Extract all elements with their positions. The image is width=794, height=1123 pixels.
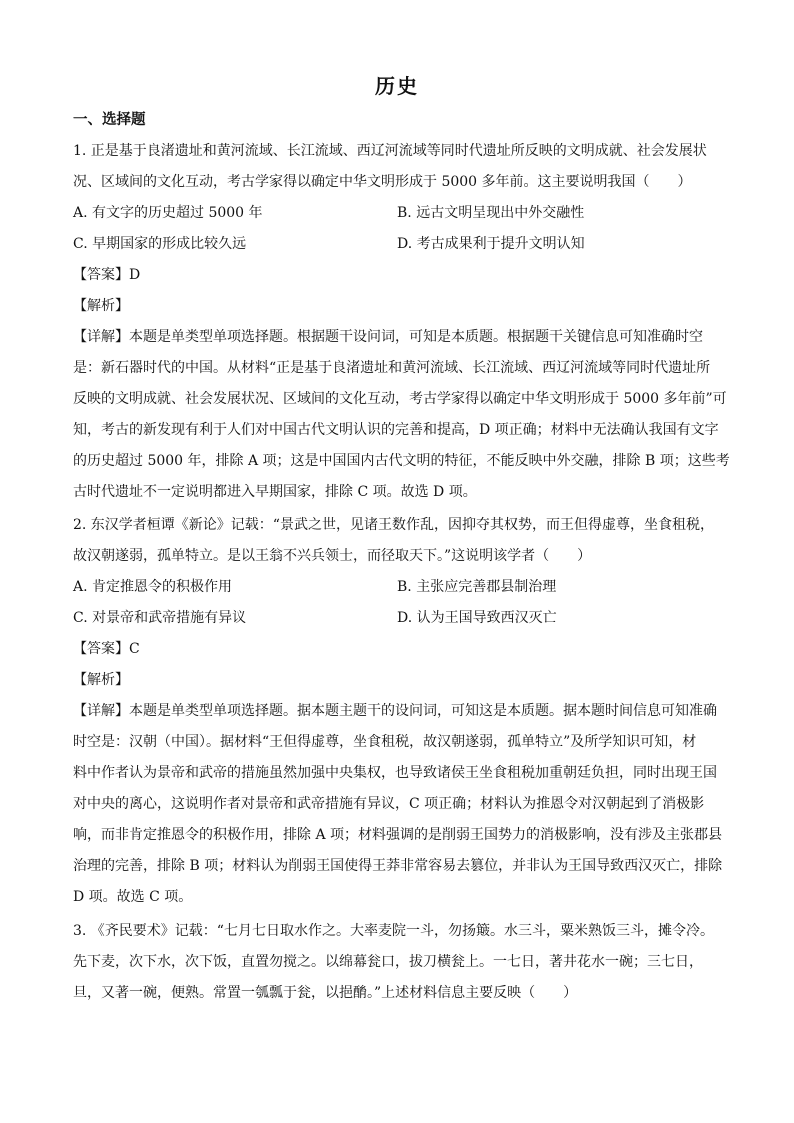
question-2-detail-line-6: 治理的完善，排除 B 项；材料认为削弱王国使得王莽非常容易去篡位，并非认为王国导致西汉灭亡，排除 <box>73 858 723 874</box>
question-2-detail-line-3: 料中作者认为景帝和武帝的措施虽然加强中央集权，也导致诸侯王坐食租税加重朝廷负担，同时出现王国 <box>73 765 717 781</box>
question-1-analysis-tag: 【解析】 <box>73 298 129 314</box>
question-2-detail-line-2: 时空是：汉朝（中国）。据材料“王但得虚尊，坐食租税，故汉朝遂弱，孤单特立”及所学知识可知，材 <box>73 734 697 750</box>
question-1-answer: 【答案】D <box>73 267 141 283</box>
question-2-detail-line-4: 对中央的离心，这说明作者对景帝和武帝措施有异议，C 项正确；材料认为推恩令对汉朝起到了消极影 <box>73 796 705 812</box>
question-1-detail-line-1: 【详解】本题是单类型单项选择题。根据题干设问词，可知是本质题。根据题干关键信息可知准确时空 <box>73 329 703 345</box>
question-2-detail-line-5: 响，而非肯定推恩令的积极作用，排除 A 项；材料强调的是削弱王国势力的消极影响，没有涉及主张郡县 <box>73 827 723 843</box>
question-2-answer: 【答案】C <box>73 641 140 657</box>
question-3-stem-line-1: 3. 《齐民要术》记载：“七月七日取水作之。大率麦院一斗，勿扬簸。水三斗，粟米熟饭三斗，摊令冷。 <box>73 923 714 939</box>
question-1-option-a: A. 有文字的历史超过 5000 年 <box>73 205 263 221</box>
question-1-option-d: D. 考古成果利于提升文明认知 <box>397 236 585 252</box>
section-heading: 一、选择题 <box>73 111 146 128</box>
question-2-option-a: A. 肯定推恩令的积极作用 <box>73 579 233 595</box>
question-1-option-b: B. 远古文明呈现出中外交融性 <box>397 205 585 221</box>
question-1-detail-line-3: 反映的文明成就、社会发展状况、区域间的文化互动，考古学家得以确定中华文明形成于 5000 多年前”可 <box>73 391 727 407</box>
question-1-stem-line-2: 况、区域间的文化互动，考古学家得以确定中华文明形成于 5000 多年前。这主要说明我国（ ） <box>73 174 692 190</box>
question-2-detail-line-1: 【详解】本题是单类型单项选择题。据本题主题干的设问词，可知这是本质题。据本题时间信息可知准确 <box>73 703 717 719</box>
question-1-option-c: C. 早期国家的形成比较久远 <box>73 236 247 252</box>
question-1-stem-line-1: 1. 正是基于良渚遗址和黄河流域、长江流域、西辽河流域等同时代遗址所反映的文明成就、社会发展状 <box>73 143 707 159</box>
question-2-analysis-tag: 【解析】 <box>73 672 129 688</box>
page-title: 历史 <box>375 74 419 98</box>
question-2-option-d: D. 认为王国导致西汉灭亡 <box>397 610 557 626</box>
question-2-stem-line-2: 故汉朝遂弱，孤单特立。是以王翁不兴兵领士，而径取天下。”这说明该学者（ ） <box>73 548 592 564</box>
question-2-stem-line-1: 2. 东汉学者桓谭《新论》记载：“景武之世，见诸王数作乱，因抑夺其权势，而王但得虚尊，坐食租税， <box>73 517 714 533</box>
question-1-detail-line-4: 知，考古的新发现有利于人们对中国古代文明认识的完善和提高，D 项正确；材料中无法确认我国有文字 <box>73 422 719 438</box>
question-1-detail-line-5: 的历史超过 5000 年，排除 A 项；这是中国国内古代文明的特征，不能反映中外交融，排除 B 项；这些考 <box>73 453 730 469</box>
question-3-stem-line-3: 旦，又著一碗，便熟。常置一瓠瓢于瓮，以挹酳。”上述材料信息主要反映（ ） <box>73 985 578 1001</box>
question-2-detail-line-7: D 项。故选 C 项。 <box>73 889 193 905</box>
question-2-option-c: C. 对景帝和武帝措施有异议 <box>73 610 247 626</box>
question-2-option-b: B. 主张应完善郡县制治理 <box>397 579 557 595</box>
question-1-detail-line-2: 是：新石器时代的中国。从材料“正是基于良渚遗址和黄河流域、长江流域、西辽河流域等同时代遗址所 <box>73 360 711 376</box>
question-3-stem-line-2: 先下麦，次下水，次下饭，直置勿搅之。以绵幕瓮口，拔刀横瓮上。一七日，著井花水一碗；三七日， <box>73 954 703 970</box>
question-1-detail-line-6: 古时代遗址不一定说明都进入早期国家，排除 C 项。故选 D 项。 <box>73 484 477 500</box>
